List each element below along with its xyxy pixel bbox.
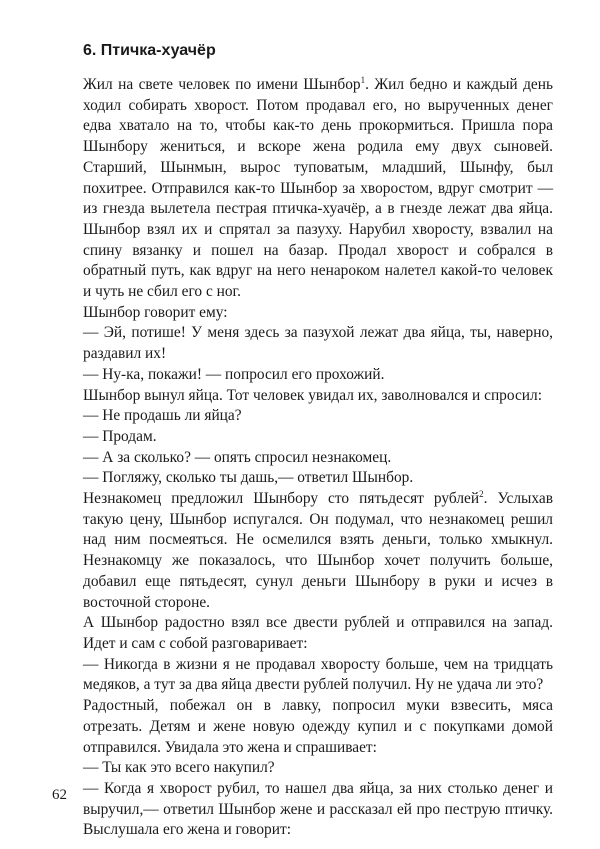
dialogue-line: — Когда я хворост рубил, то нашел два яйца, за них столько денег и выручил,— ответил Шынбор жене и рассказал ей про пеструю птичку. Выслушала его жена и говорит:	[83, 779, 553, 839]
dialogue-line: — Не продашь ли яйца?	[83, 407, 242, 425]
dialogue-line: — А за сколько? — опять спросил незнакомец.	[83, 448, 392, 466]
paragraph: Шынбор вынул яйца. Тот человек увидал их, заволновался и спросил:	[83, 386, 542, 404]
dialogue-line: — Ну-ка, покажи! — попросил его прохожий.	[83, 365, 385, 383]
footnote-marker: 2	[479, 488, 484, 499]
dialogue-line: — Ты как это всего накупил?	[83, 759, 275, 777]
dialogue-line: — Никогда в жизни я не продавал хворосту больше, чем на тридцать медяков, а тут за два яйца двести рублей получил. Ну не удача ли это?	[83, 655, 553, 694]
page-number: 62	[52, 787, 67, 803]
story-text	[83, 75, 553, 841]
footnote-marker: 1	[360, 74, 366, 85]
dialogue-line: — Продам.	[83, 427, 157, 445]
dialogue-line: — Эй, потише! У меня здесь за пазухой лежат два яйца, ты, наверно, раздавил их!	[83, 324, 553, 363]
paragraph: Шынбор говорит ему:	[83, 303, 228, 321]
paragraph: Незнакомец предложил Шынбору сто пятьдесят рублей$^2$. Услыхав такую цену, Шынбор испугался. Он подумал, что незнакомец решил над ним посмеяться. Не осмелился взять деньги, только хмыкнул. Незнакомцу же показалось, что Шынбор хочет получить больше, добавил еще пятьдесят, сунул деньги Шынбору в руки и исчез в восточной стороне.	[83, 488, 553, 611]
paragraph: Радостный, побежал он в лавку, попросил муки взвесить, мяса отрезать. Детям и жене новую одежду купил и с покупками домой отправился. Увидала это жена и спрашивает:	[83, 697, 553, 756]
chapter-heading: 6. Птичка-хуачёр	[83, 42, 216, 59]
paragraph: А Шынбор радостно взял все двести рублей и отправился на запад. Идет и сам с собой разговаривает:	[83, 614, 553, 652]
dialogue-line: — Погляжу, сколько ты дашь,— ответил Шынбор.	[83, 469, 414, 487]
paragraph: Жил на свете человек по имени Шынбор$^1$. Жил бедно и каждый день ходил собирать хворост. Потом продавал его, но вырученных денег едва хватало на то, чтобы как-то день прокормиться. Пришла пора Шынбору жениться, и вскоре жена родила ему двух сыновей. Старший, Шынмын, вырос туповатым, младший, Шынфу, был похитрее. Отправился как-то Шынбор за хворостом, вдруг смотрит — из гнезда вылетела пестрая птичка-хуачёр, а в гнезде лежат два яйца. Шынбор взял их и спрятал за пазуху. Нарубил хворосту, взвалил на спину вязанку и пошел на базар. Продал хворост и собрался в обратный путь, как вдруг на него ненароком налетел какой-то человек и чуть не сбил его с ног.	[83, 74, 553, 301]
